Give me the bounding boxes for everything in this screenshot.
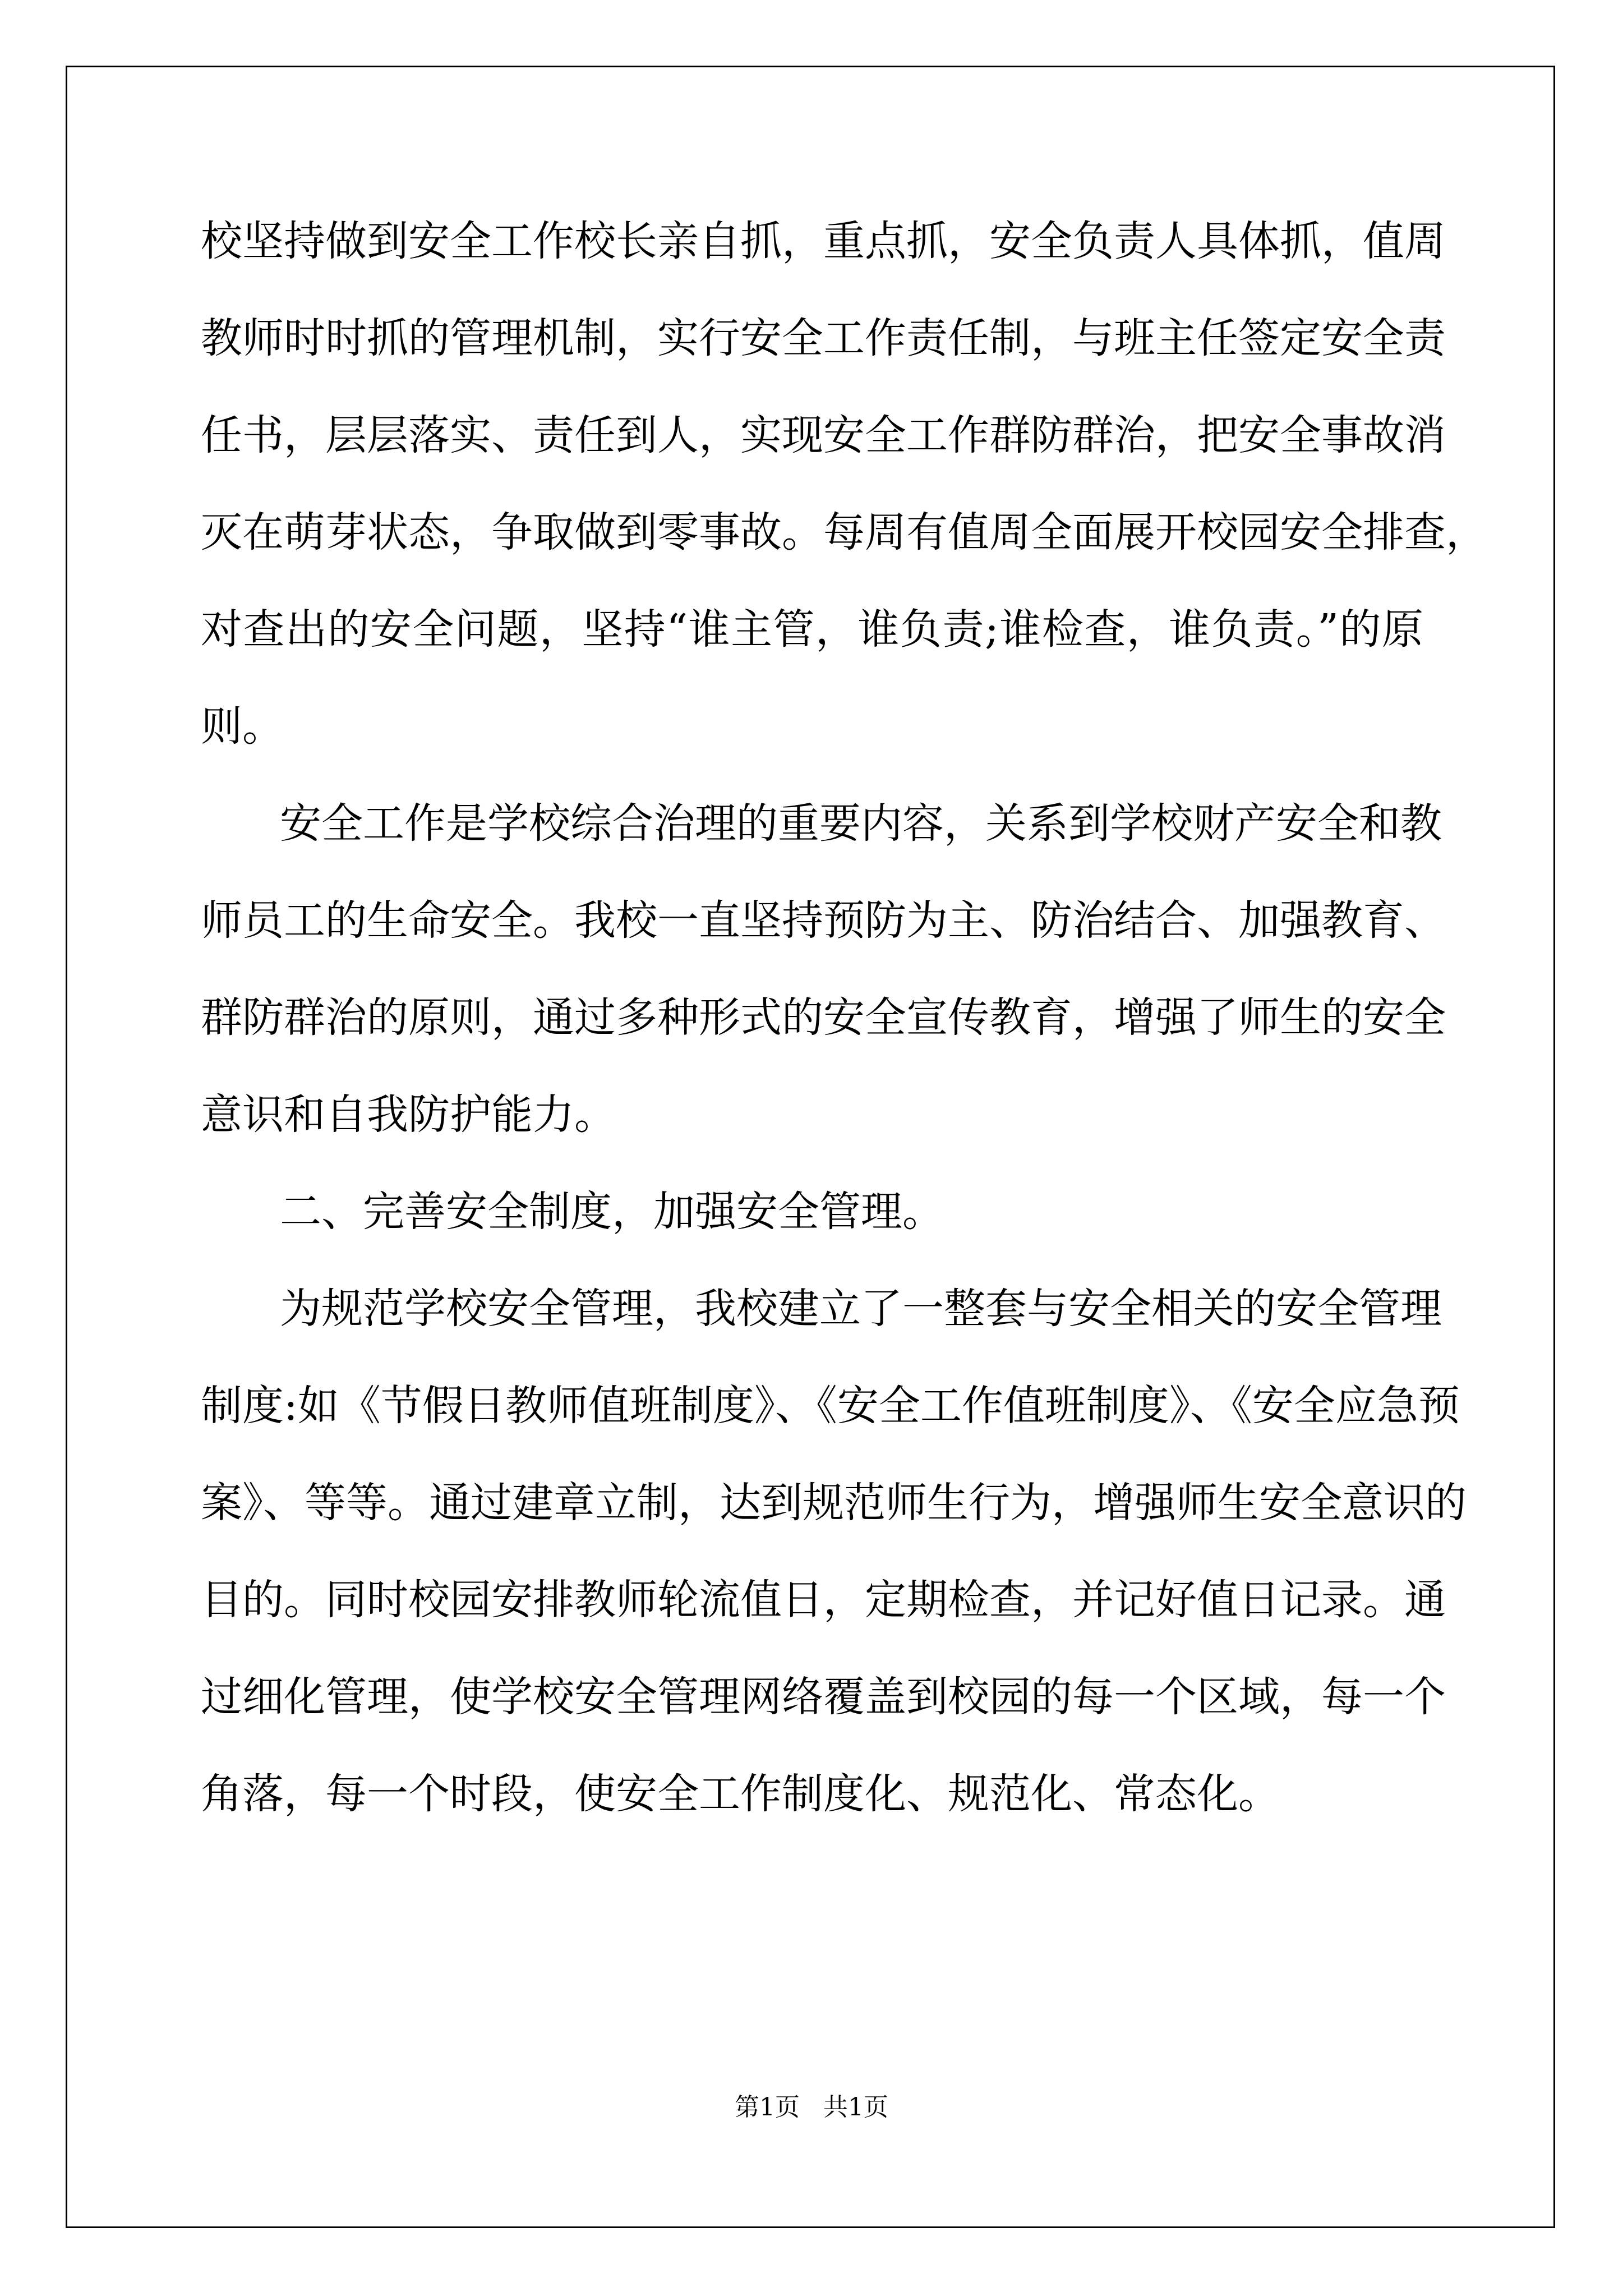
- page-footer: [0, 2087, 1623, 2123]
- body-line-8: 师员工的生命安全。我校一直坚持预防为主、防治结合、加强教育、: [201, 896, 1446, 945]
- body-line-12: 为规范学校安全管理，我校建立了一整套与安全相关的安全管理: [280, 1285, 1442, 1333]
- page-border: [66, 66, 1555, 2228]
- body-line-4: 灭在萌芽状态，争取做到零事故。每周有值周全面展开校园安全排查，: [201, 508, 1487, 556]
- body-line-9: 群防群治的原则，通过多种形式的安全宣传教育，增强了师生的安全: [201, 993, 1446, 1042]
- body-line-2: 教师时时抓的管理机制，实行安全工作责任制，与班主任签定安全责: [201, 314, 1446, 362]
- body-line-7: 安全工作是学校综合治理的重要内容，关系到学校财产安全和教: [280, 799, 1442, 848]
- body-line-5: 对查出的安全问题，坚持“谁主管，谁负责;谁检查，谁负责。”的原: [201, 605, 1423, 654]
- body-line-13: 制度:如《节假日教师值班制度》、《安全工作值班制度》、《安全应急预: [201, 1382, 1460, 1430]
- body-line-1: 校坚持做到安全工作校长亲自抓，重点抓，安全负责人具体抓，值周: [201, 217, 1446, 265]
- section-heading: 二、完善安全制度，加强安全管理。: [280, 1188, 944, 1236]
- body-line-15: 目的。同时校园安排教师轮流值日，定期检查，并记好值日记录。通: [201, 1576, 1446, 1624]
- body-line-17: 角落，每一个时段，使安全工作制度化、规范化、常态化。: [201, 1770, 1280, 1818]
- body-line-14: 案》、等等。通过建章立制，达到规范师生行为，增强师生安全意识的: [201, 1479, 1467, 1527]
- body-line-10: 意识和自我防护能力。: [201, 1091, 616, 1139]
- page-total: 共1页: [823, 2093, 888, 2122]
- body-line-3: 任书，层层落实、责任到人，实现安全工作群防群治，把安全事故消: [201, 411, 1446, 459]
- page-number: 第1页: [735, 2093, 800, 2122]
- body-line-6: 则。: [201, 702, 284, 751]
- body-line-16: 过细化管理，使学校安全管理网络覆盖到校园的每一个区域，每一个: [201, 1673, 1446, 1721]
